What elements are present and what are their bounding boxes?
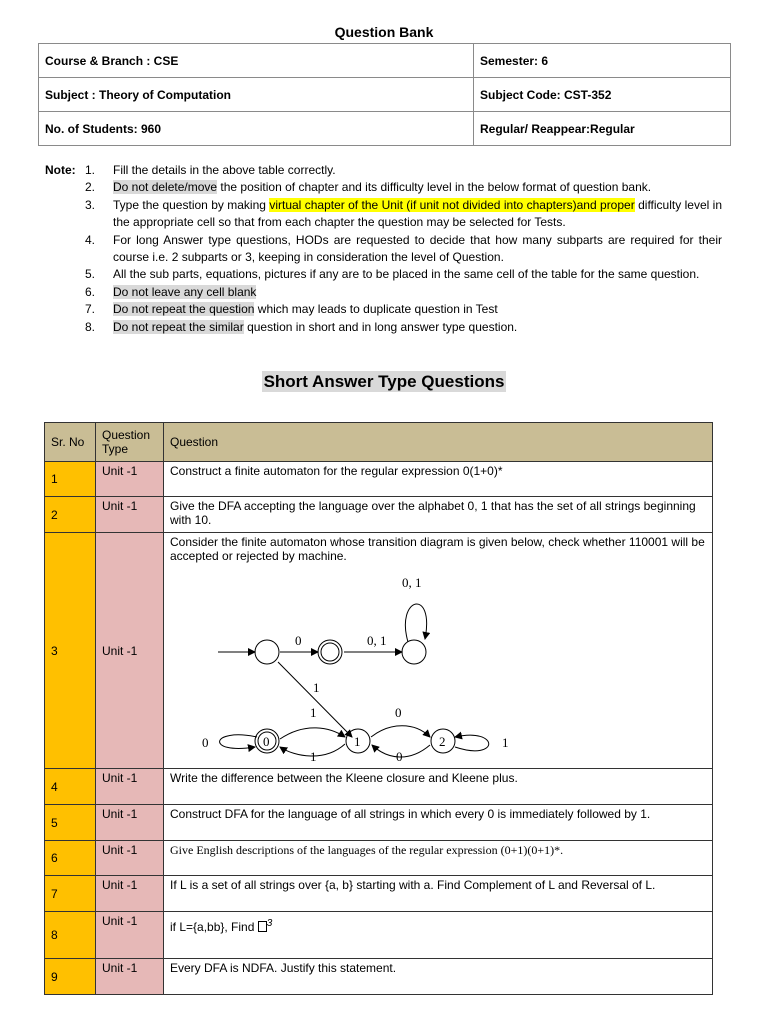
type-cell: Unit -1 (96, 912, 164, 959)
info-row (39, 78, 731, 112)
subject-code: Subject Code: CST-352 (474, 78, 731, 112)
subject: Subject : Theory of Computation (39, 78, 474, 112)
sr-cell: 1 (45, 462, 96, 497)
note-text: difficulty level in the appropriate cell so that from each chapter the question may be selected for Tests. (113, 197, 723, 230)
edge-label: 0 (395, 705, 402, 720)
note-item (45, 179, 722, 196)
notes-list (45, 162, 722, 336)
note-number: 5. (85, 267, 96, 282)
edge-label: 0 (202, 735, 209, 750)
edge-label: 0 (396, 749, 403, 764)
sr-cell: 8 (45, 912, 96, 959)
note-label: Note: (45, 163, 76, 177)
question-cell (164, 533, 713, 769)
note-item (45, 162, 722, 179)
section-heading (0, 372, 768, 392)
table-row (45, 841, 713, 876)
table-header-row (45, 423, 713, 462)
note-highlight: Do not repeat the similar (113, 319, 244, 334)
question-cell (164, 912, 713, 959)
course-info-table (38, 43, 731, 146)
note-highlight: Do not repeat the question (113, 302, 255, 317)
note-text: For long Answer type questions, HODs are requested to decide that how many subparts are required for their course i.e. 2 subparts or 3, keeping in consideration the level of Question. (113, 232, 722, 265)
edge-label: 0 (295, 633, 302, 648)
node-label: 2 (439, 734, 446, 749)
note-highlight: virtual chapter of the Unit (if unit not divided into chapters)and proper (269, 197, 635, 212)
info-row (39, 44, 731, 78)
question-text: if L={a,bb}, Find (170, 920, 258, 934)
edge-label: 1 (310, 749, 317, 764)
table-row (45, 912, 713, 959)
note-item (45, 232, 722, 267)
transition-diagram (202, 567, 540, 764)
note-text: Type the question by making (113, 197, 270, 212)
sr-cell: 3 (45, 533, 96, 769)
sr-cell: 5 (45, 805, 96, 841)
info-row (39, 112, 731, 146)
superscript: 3 (266, 918, 273, 929)
header-question-type: Question Type (96, 423, 164, 462)
note-highlight: Do not delete/move (113, 180, 218, 195)
note-item (45, 284, 722, 301)
note-number: 3. (85, 197, 96, 212)
sr-cell: 6 (45, 841, 96, 876)
note-number: 7. (85, 302, 96, 317)
table-row (45, 462, 713, 497)
student-count: No. of Students: 960 (39, 112, 474, 146)
type-cell: Unit -1 (96, 805, 164, 841)
question-cell: Write the difference between the Kleene closure and Kleene plus. (164, 769, 713, 805)
note-item (45, 197, 722, 232)
questions-table (44, 422, 713, 995)
note-item (45, 301, 722, 318)
note-item (45, 319, 722, 336)
note-text: question in short and in long answer type question. (243, 319, 518, 334)
note-text: All the sub parts, equations, pictures if any are to be placed in the same cell of the table for the same question. (113, 267, 700, 282)
note-number: 2. (85, 180, 96, 195)
type-cell: Unit -1 (96, 462, 164, 497)
table-row (45, 805, 713, 841)
type-cell: Unit -1 (96, 959, 164, 995)
note-text: Fill the details in the above table correctly. (113, 163, 336, 177)
semester: Semester: 6 (474, 44, 731, 78)
note-number: 8. (85, 319, 96, 334)
note-number: 6. (85, 284, 96, 299)
edge-label: 0, 1 (402, 575, 422, 590)
edge-label: 1 (502, 735, 509, 750)
question-cell: Every DFA is NDFA. Justify this statement. (164, 959, 713, 995)
question-cell: Give the DFA accepting the language over the alphabet 0, 1 that has the set of all strings beginning with 10. (164, 497, 713, 533)
type-cell: Unit -1 (96, 841, 164, 876)
question-text: Consider the finite automaton whose transition diagram is given below, check whether 110001 will be accepted or rejected by machine. (170, 535, 705, 563)
note-item (45, 266, 722, 283)
note-highlight: Do not leave any cell blank (113, 284, 257, 299)
table-row (45, 497, 713, 533)
sr-cell: 7 (45, 876, 96, 912)
type-cell: Unit -1 (96, 533, 164, 769)
page-title: Question Bank (334, 24, 434, 40)
note-number: 1. (85, 163, 96, 177)
type-cell: Unit -1 (96, 497, 164, 533)
notes-section (45, 162, 722, 336)
question-cell: Construct DFA for the language of all strings in which every 0 is immediately followed by 1. (164, 805, 713, 841)
note-text: the position of chapter and its difficulty level in the below format of question bank. (217, 180, 652, 195)
sr-cell: 9 (45, 959, 96, 995)
sr-cell: 2 (45, 497, 96, 533)
question-cell: If L is a set of all strings over {a, b} starting with a. Find Complement of L and Reversal of L. (164, 876, 713, 912)
node-label: 0 (263, 734, 270, 749)
sr-cell: 4 (45, 769, 96, 805)
header-sr-no: Sr. No (45, 423, 96, 462)
table-row (45, 533, 713, 769)
type-cell: Unit -1 (96, 769, 164, 805)
header-question: Question (164, 423, 713, 462)
missing-glyph-icon (258, 921, 267, 932)
edge-label: 0, 1 (367, 633, 387, 648)
edge-label: 1 (313, 680, 320, 695)
question-cell: Give English descriptions of the languages of the regular expression (0+1)(0+1)*. (164, 841, 713, 876)
edge-label: 1 (310, 705, 317, 720)
node-label: 1 (354, 734, 361, 749)
table-row (45, 769, 713, 805)
table-row (45, 876, 713, 912)
note-text: which may leads to duplicate question in Test (254, 302, 498, 317)
type-cell: Unit -1 (96, 876, 164, 912)
question-cell: Construct a finite automaton for the regular expression 0(1+0)* (164, 462, 713, 497)
table-row (45, 959, 713, 995)
section-title: Short Answer Type Questions (263, 372, 505, 391)
note-number: 4. (85, 232, 96, 247)
course-branch: Course & Branch : CSE (39, 44, 474, 78)
regular-reappear: Regular/ Reappear:Regular (474, 112, 731, 146)
